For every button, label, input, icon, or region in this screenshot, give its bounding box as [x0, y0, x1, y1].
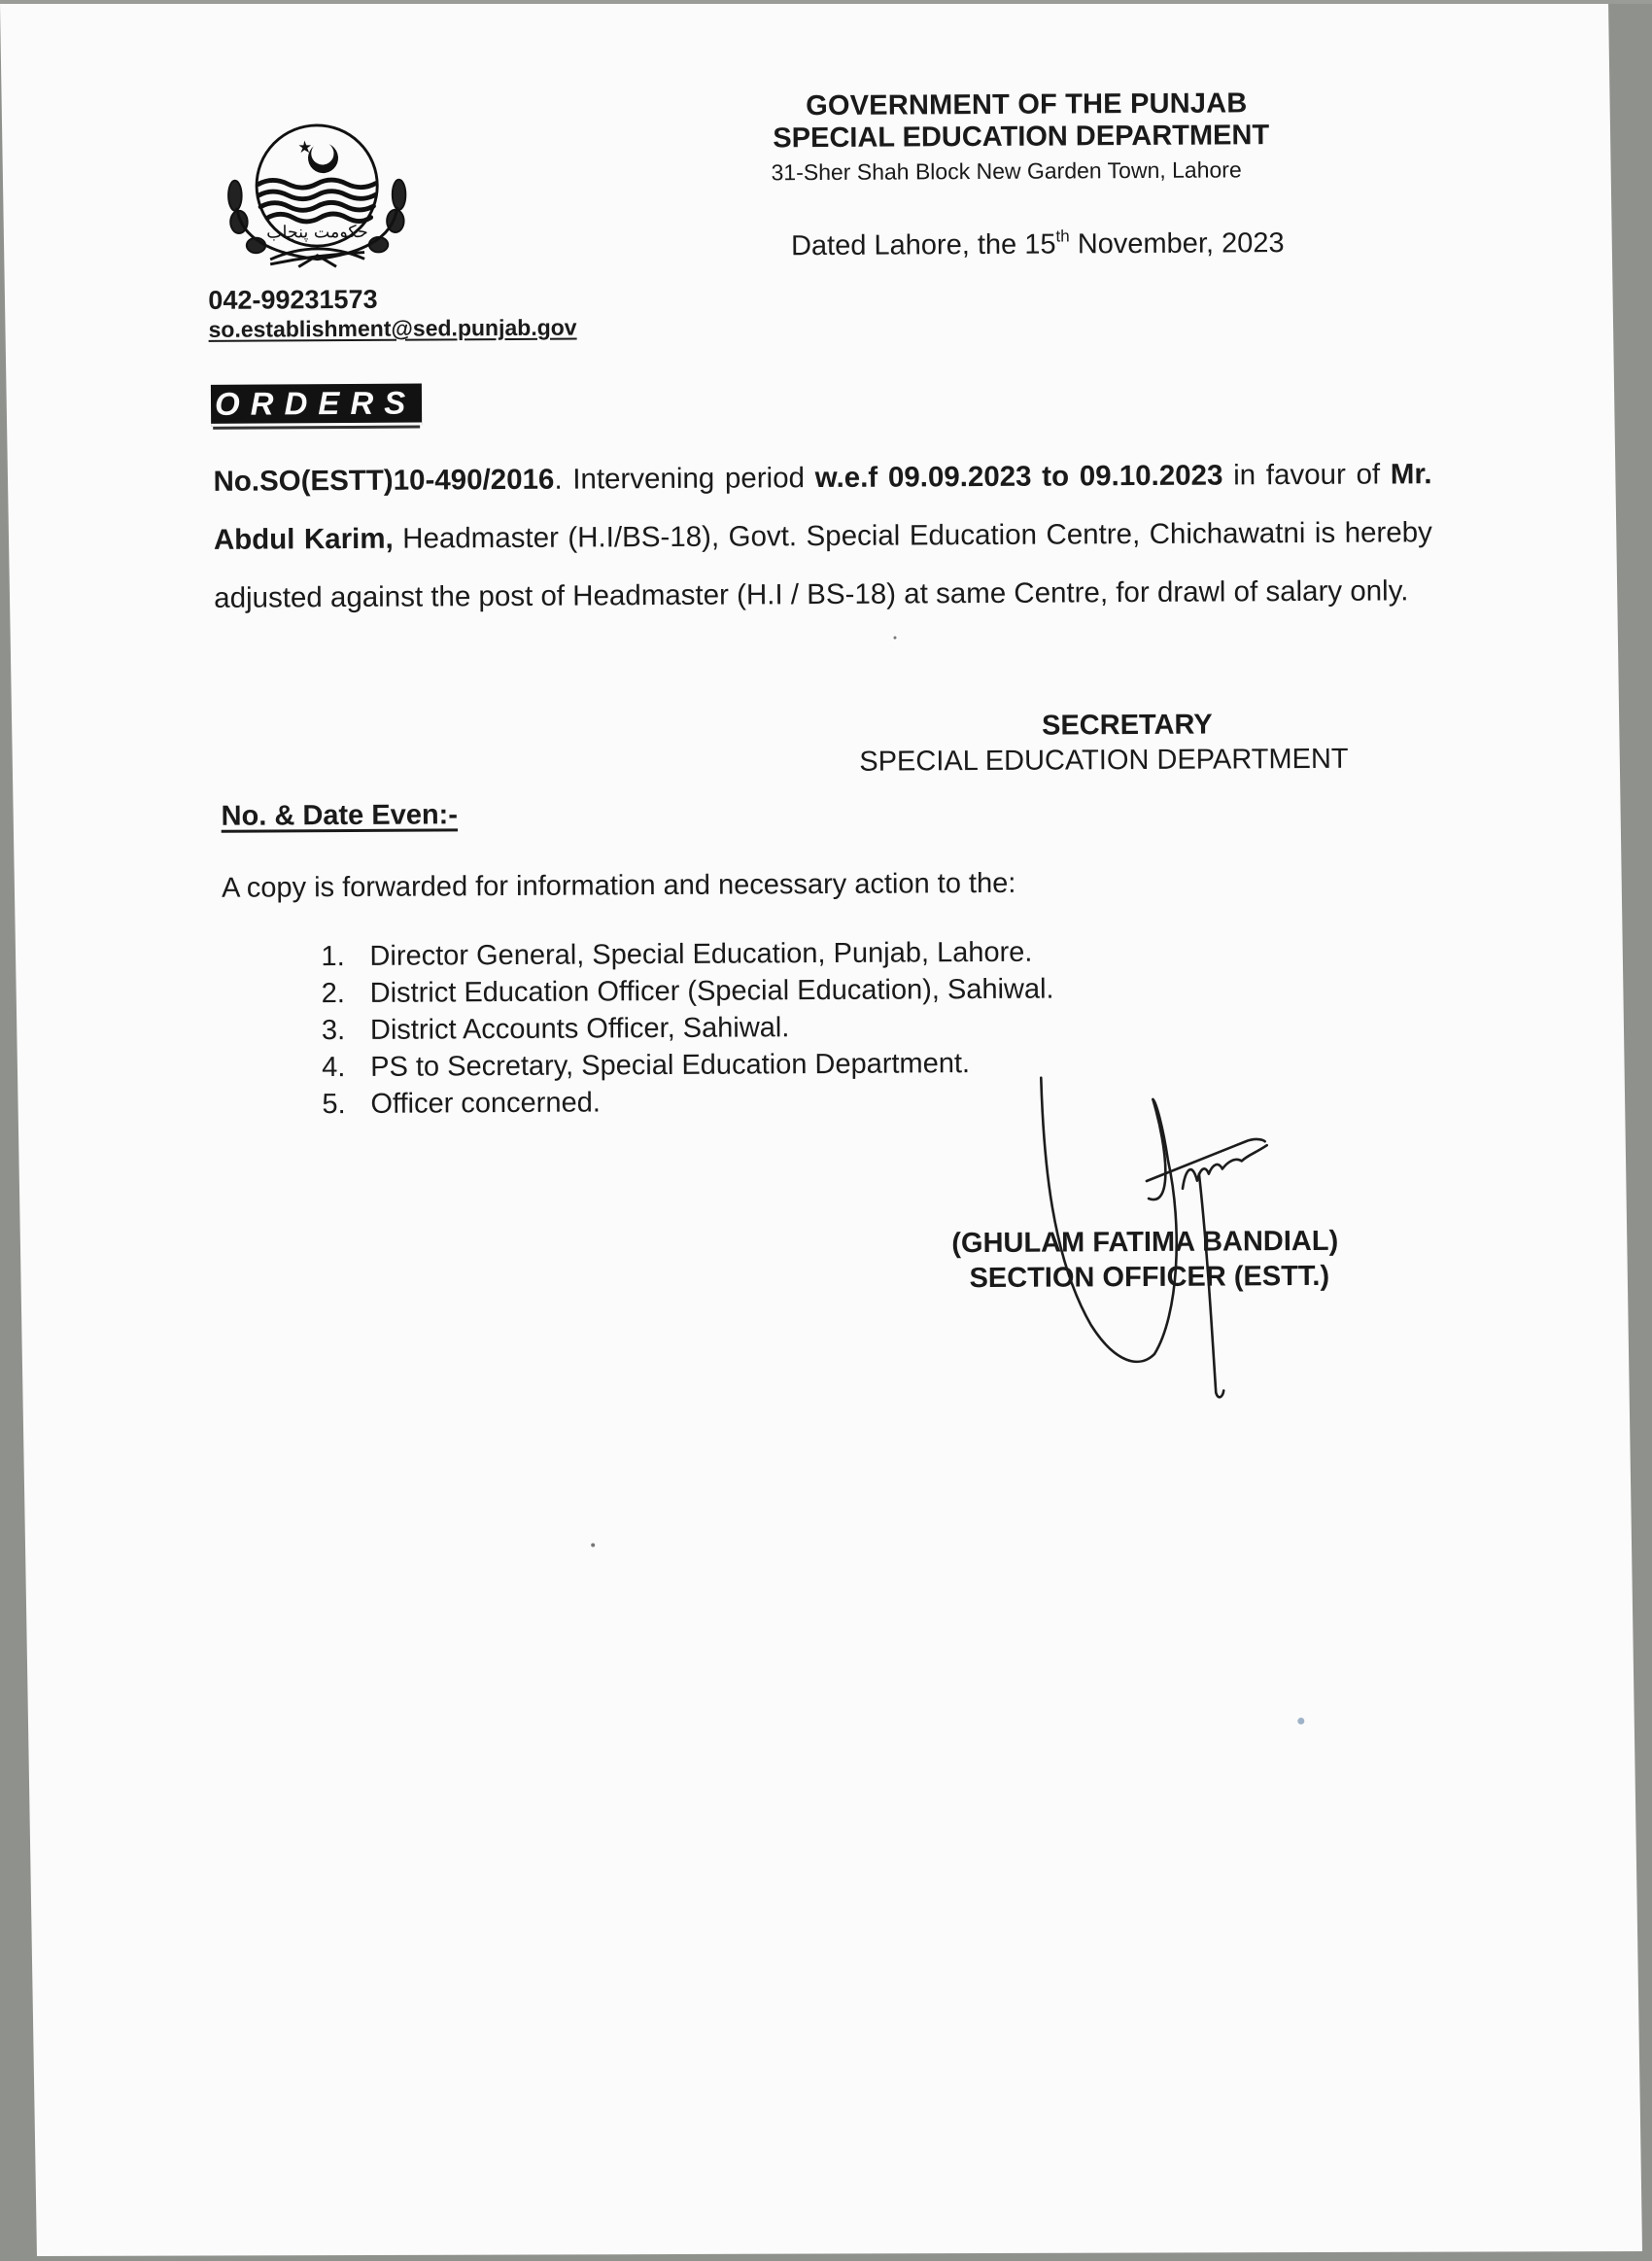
signatory-designation: SECTION OFFICER (ESTT.)	[969, 1260, 1330, 1295]
dated-rest: November, 2023	[1069, 227, 1285, 261]
list-item	[321, 934, 1053, 976]
signature-icon	[1021, 1071, 1334, 1404]
order-period: w.e.f 09.09.2023 to 09.10.2023	[814, 459, 1223, 495]
list-number: 3.	[321, 1015, 346, 1047]
list-item	[322, 971, 1054, 1013]
list-number: 5.	[322, 1089, 346, 1121]
government-heading: GOVERNMENT OF THE PUNJAB	[806, 87, 1248, 122]
recipient-text: PS to Secretary, Special Education Department.	[370, 1048, 971, 1083]
list-item	[322, 1082, 1054, 1124]
order-text: Headmaster (H.I/BS-18), Govt. Special Education Centre, Chichawatni is hereby adjusted against the post of Headmaster (H.I / BS-18) at same Centre, for drawl of salary only.	[214, 516, 1432, 614]
scan-speck	[1297, 1718, 1304, 1724]
orders-banner: ORDERS	[211, 384, 422, 427]
order-text: in favour of	[1222, 458, 1391, 492]
order-number: No.SO(ESTT)10-490/2016	[213, 463, 555, 498]
list-number: 1.	[321, 941, 345, 973]
department-address: 31-Sher Shah Block New Garden Town, Lahore	[771, 157, 1242, 186]
punjab-emblem-icon	[217, 118, 417, 274]
list-item	[322, 1045, 1054, 1087]
order-text: . Intervening period	[554, 462, 815, 496]
list-item	[322, 1008, 1054, 1050]
phone-number: 042-99231573	[208, 284, 378, 315]
scan-speck	[894, 637, 897, 640]
scan-speck	[591, 1543, 595, 1547]
recipient-text: District Accounts Officer, Sahiwal.	[369, 1012, 790, 1046]
list-number: 4.	[322, 1052, 346, 1084]
email-link[interactable]: so.establishment@sed.punjab.gov	[208, 314, 577, 342]
recipient-text: Officer concerned.	[370, 1087, 601, 1120]
emblem-caption: حکومت پنجاب	[266, 223, 368, 243]
dated-prefix: Dated Lahore, the 15	[790, 228, 1056, 262]
dated-ordinal: th	[1055, 226, 1070, 246]
recipient-list	[321, 934, 1054, 1124]
order-person: Mr. Abdul Karim,	[213, 458, 1432, 556]
issuer-title: SECRETARY	[1041, 709, 1213, 742]
list-number: 2.	[321, 978, 346, 1010]
signatory-name: (GHULAM FATIMA BANDIAL)	[951, 1225, 1339, 1260]
endorsement-intro: A copy is forwarded for information and necessary action to the:	[221, 867, 1016, 904]
department-heading: SPECIAL EDUCATION DEPARTMENT	[773, 120, 1270, 155]
dated-line	[791, 227, 1285, 262]
order-paragraph	[213, 445, 1432, 628]
issuer-department: SPECIAL EDUCATION DEPARTMENT	[859, 743, 1349, 778]
endorsement-heading: No. & Date Even:-	[221, 799, 459, 832]
recipient-text: District Education Officer (Special Education), Sahiwal.	[369, 973, 1054, 1009]
recipient-text: Director General, Special Education, Punjab, Lahore.	[369, 936, 1033, 972]
